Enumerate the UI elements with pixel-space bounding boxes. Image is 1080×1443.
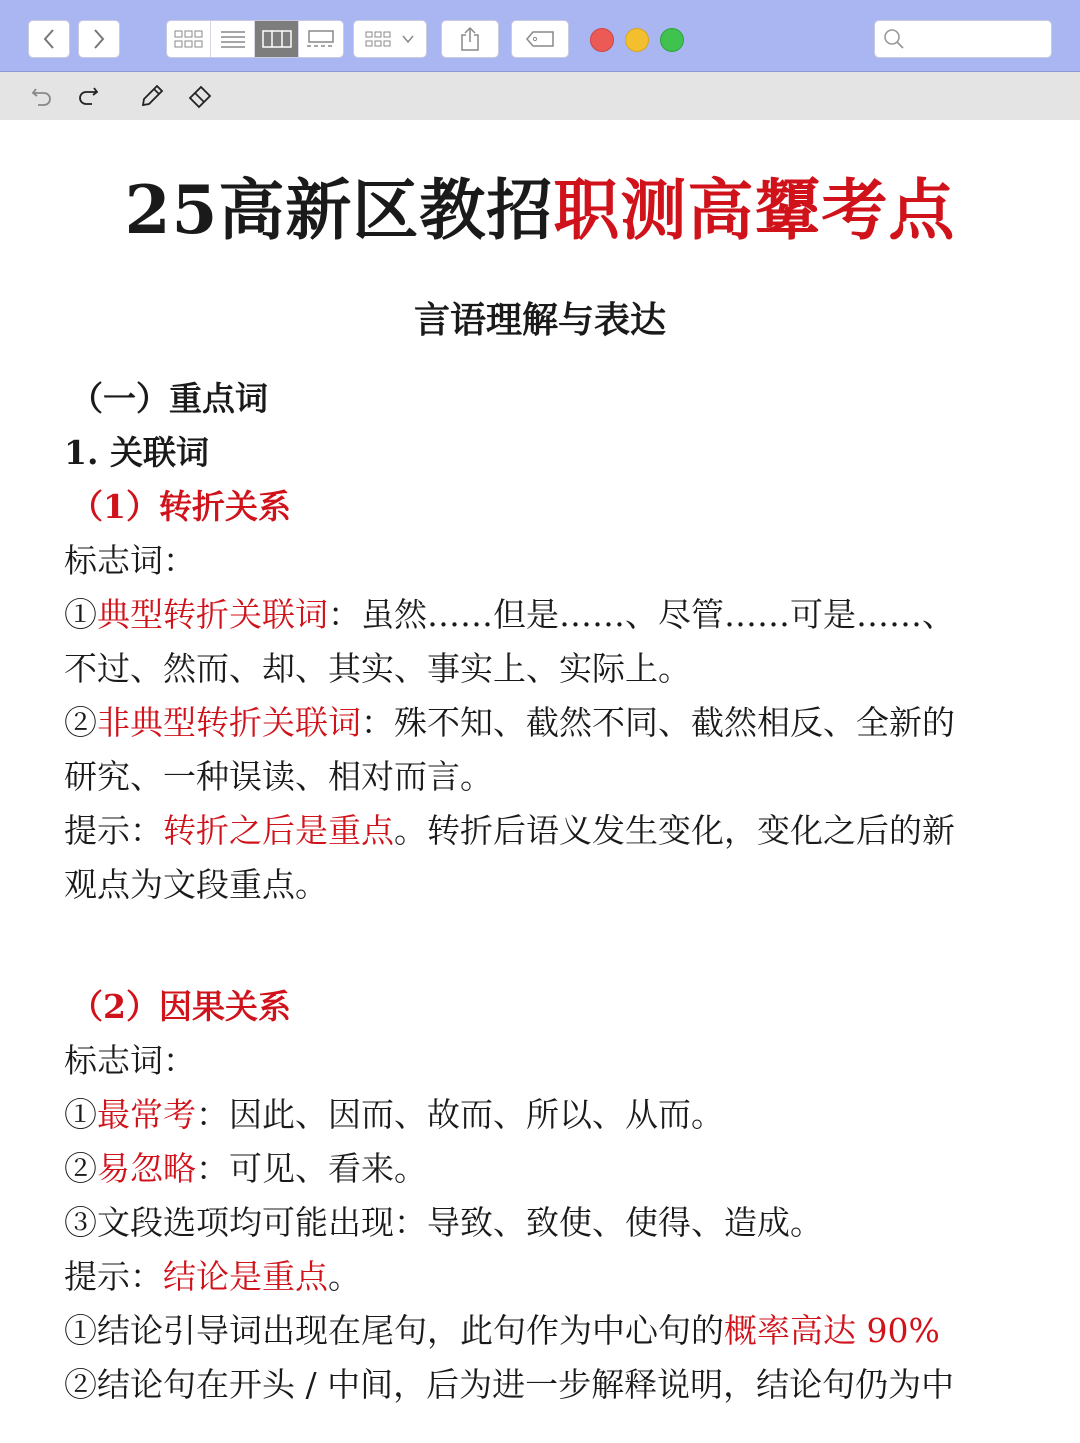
forward-button[interactable]	[78, 20, 120, 58]
undo-button[interactable]	[28, 82, 56, 110]
tag-icon	[525, 30, 555, 48]
view-mode-segmented-control	[166, 20, 344, 58]
heading-adversative: （1）转折关系	[70, 487, 291, 526]
heading-key-words: （一）重点词	[70, 379, 268, 418]
text-line: 标志词：	[64, 1041, 196, 1080]
eraser-button[interactable]	[186, 82, 214, 110]
text-line: ②非典型转折关联词：殊不知、截然不同、截然相反、全新的	[64, 703, 955, 742]
eraser-icon	[187, 83, 213, 109]
column-view-button[interactable]	[255, 21, 299, 57]
pencil-button[interactable]	[138, 82, 166, 110]
chevron-down-icon	[401, 34, 415, 44]
redo-icon	[76, 84, 100, 108]
window-toolbar	[0, 0, 1080, 72]
chevron-left-icon	[42, 28, 56, 50]
tag-button[interactable]	[511, 20, 569, 58]
search-input[interactable]	[911, 31, 1041, 47]
document-title	[0, 168, 1080, 252]
heading-causal: （2）因果关系	[70, 987, 291, 1026]
text-line: 不过、然而、却、其实、事实上、实际上。	[64, 649, 691, 688]
text-line: ①典型转折关联词：虽然……但是……、尽管……可是……、	[64, 595, 955, 634]
group-icon	[365, 30, 395, 48]
document-page	[0, 120, 1080, 1443]
text-line: 标志词：	[64, 541, 196, 580]
close-window-button[interactable]	[590, 28, 614, 52]
share-button[interactable]	[441, 20, 499, 58]
group-button[interactable]	[353, 20, 427, 58]
share-icon	[459, 26, 481, 52]
list-view-button[interactable]	[211, 21, 255, 57]
text-line: 提示：结论是重点。	[64, 1257, 361, 1296]
edit-toolbar	[0, 72, 1080, 120]
text-line: 研究、一种误读、相对而言。	[64, 757, 493, 796]
text-line: 提示：转折之后是重点。转折后语义发生变化，变化之后的新	[64, 811, 955, 850]
text-line: ②结论句在开头 / 中间，后为进一步解释说明，结论句仍为中	[64, 1365, 955, 1404]
back-button[interactable]	[28, 20, 70, 58]
text-line: ③文段选项均可能出现：导致、致使、使得、造成。	[64, 1203, 823, 1242]
text-line: ①最常考：因此、因而、故而、所以、从而。	[64, 1095, 724, 1134]
text-line: ①结论引导词出现在尾句，此句作为中心句的概率高达 90%	[64, 1311, 940, 1350]
pencil-icon	[139, 83, 165, 109]
icon-view-button[interactable]	[167, 21, 211, 57]
undo-icon	[30, 84, 54, 108]
search-field[interactable]	[874, 20, 1052, 58]
chevron-right-icon	[92, 28, 106, 50]
search-icon	[883, 28, 905, 50]
heading-conjunctions: 1. 关联词	[64, 433, 209, 472]
title-black-part: 25高新区教招	[124, 171, 554, 249]
grid-view-icon	[174, 30, 204, 48]
redo-button[interactable]	[74, 82, 102, 110]
list-view-icon	[220, 30, 246, 48]
zoom-window-button[interactable]	[660, 28, 684, 52]
gallery-view-button[interactable]	[299, 21, 343, 57]
section-title: 言语理解与表达	[413, 299, 666, 341]
text-line: 观点为文段重点。	[64, 865, 328, 904]
gallery-view-icon	[306, 30, 336, 48]
title-red-part: 职测高顰考点	[553, 171, 956, 249]
text-line: ②易忽略：可见、看来。	[64, 1149, 427, 1188]
minimize-window-button[interactable]	[625, 28, 649, 52]
column-view-icon	[262, 30, 292, 48]
